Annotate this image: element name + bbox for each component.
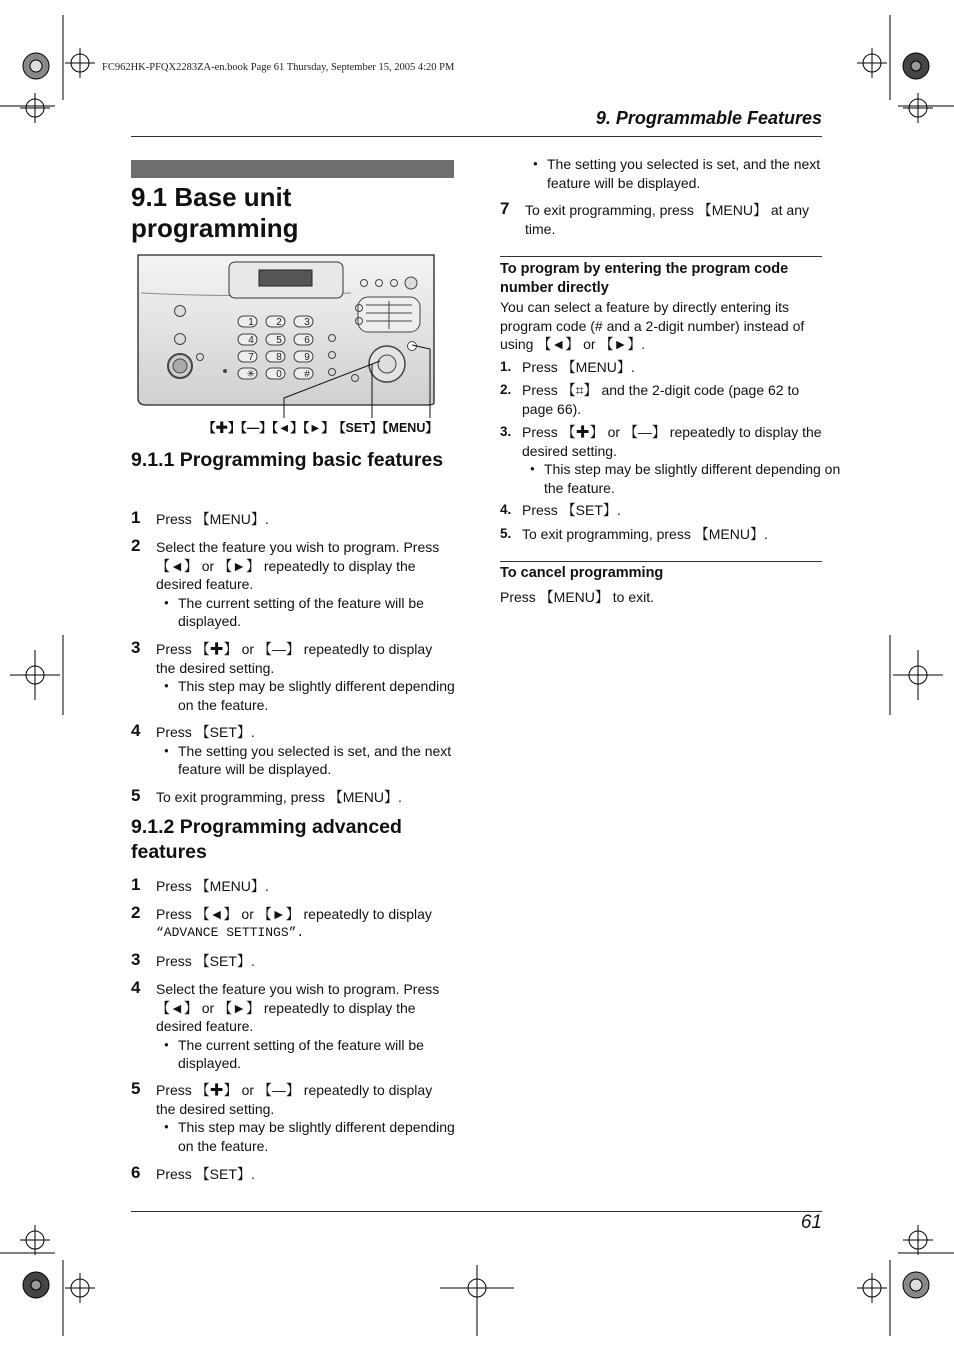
step-text: Select the feature you wish to program. Press 【◄】 or 【►】 repeatedly to display the desired feature. [156, 981, 440, 1035]
step-number: 2 [131, 903, 141, 922]
basic-step-4 [131, 723, 473, 779]
heading-bar [131, 160, 454, 178]
key-3: 3 [304, 317, 310, 328]
direct-step-3 [500, 423, 844, 497]
step-number: 4 [131, 721, 141, 740]
step-text: Press 【⌗】 and the 2-digit code (page 62 to page 66). [522, 382, 800, 417]
step-text: Press 【◄】 or 【►】 repeatedly to display [156, 906, 432, 922]
step-note: ● The current setting of the feature will be displayed. [156, 1036, 473, 1073]
step-number: 7 [500, 199, 510, 218]
step-note: ● The setting you selected is set, and the next feature will be displayed. [525, 155, 842, 192]
advanced-step-3 [131, 952, 451, 971]
step-number: 2 [131, 536, 141, 555]
key-5: 5 [276, 335, 282, 346]
step-text: Press 【✚】 or 【—】 repeatedly to display the desired setting. [522, 424, 822, 459]
direct-step-5 [500, 525, 822, 544]
step-number: 3 [131, 638, 141, 657]
direct-heading: To program by entering the program code number directly [500, 261, 789, 296]
key-4: 4 [248, 335, 254, 346]
step-note: ● This step may be slightly different depending on the feature. [156, 1118, 473, 1155]
advanced-step-6 [131, 1165, 451, 1184]
advanced-step-6-note [500, 155, 842, 192]
basic-step-3 [131, 640, 473, 714]
step-text: Press 【✚】 or 【—】 repeatedly to display the desired setting. [156, 1082, 433, 1117]
cancel-rule [500, 561, 822, 562]
key-0: 0 [276, 369, 282, 380]
cancel-text: Press 【MENU】 to exit. [500, 589, 655, 605]
advanced-step-1 [131, 877, 451, 896]
step-number: 4. [500, 502, 512, 517]
step-number: 3. [500, 424, 512, 439]
step-number: 4 [131, 978, 141, 997]
step-number: 1 [131, 508, 141, 527]
step-note: ● This step may be slightly different depending on the feature. [156, 677, 473, 714]
file-header: FC962HK-PFQX2283ZA-en.book Page 61 Thursday, September 15, 2005 4:20 PM [102, 62, 455, 73]
step-text: Press 【MENU】. [156, 511, 269, 527]
figure-label-arrows: 【✚】【—】【◄】【►】 [203, 421, 334, 435]
page-title: 9.1 Base unit programming [131, 182, 299, 243]
advanced-heading: 9.1.2 Programming advanced features [131, 816, 402, 863]
figure-label-set-menu: 【SET】【MENU】 [333, 421, 438, 435]
basic-heading: 9.1.1 Programming basic features [131, 449, 444, 471]
step-number: 5 [131, 1079, 141, 1098]
step-text: Press 【✚】 or 【—】 repeatedly to display the desired setting. [156, 641, 433, 676]
step-number: 5. [500, 526, 512, 541]
step-text: Press 【SET】. [522, 502, 621, 518]
step-number: 3 [131, 950, 141, 969]
advanced-step-7 [500, 201, 820, 238]
step-text: Press 【MENU】. [156, 878, 269, 894]
display-text: “ADVANCE SETTINGS”. [156, 924, 305, 940]
page-number: 61 [800, 1212, 822, 1233]
fax-device-figure [136, 253, 456, 438]
step-text: Press 【MENU】. [522, 359, 635, 375]
step-note: ● This step may be slightly different depending on the feature. [522, 460, 844, 497]
step-text: To exit programming, press 【MENU】. [522, 526, 768, 542]
key-6: 6 [304, 335, 310, 346]
direct-intro: You can select a feature by directly entering its program code (# and a 2-digit number) instead of using 【◄】 or 【►】. [500, 299, 805, 353]
header-rule [131, 136, 822, 137]
step-text: Press 【SET】. [156, 1166, 255, 1182]
key-9: 9 [304, 352, 310, 363]
direct-step-4 [500, 501, 822, 520]
section-title: 9. Programmable Features [595, 108, 822, 128]
step-text: Press 【SET】. [156, 724, 255, 740]
advanced-step-4 [131, 980, 473, 1073]
fax-device-illustration [136, 253, 456, 438]
key-2: 2 [276, 317, 282, 328]
step-number: 1. [500, 359, 512, 374]
basic-step-1 [131, 510, 451, 529]
step-text: Select the feature you wish to program. Press 【◄】 or 【►】 repeatedly to display the desired feature. [156, 539, 440, 593]
step-number: 2. [500, 382, 512, 397]
key-1: 1 [248, 317, 254, 328]
key-hash: # [304, 369, 310, 380]
advanced-step-5 [131, 1081, 473, 1155]
step-text: To exit programming, press 【MENU】 at any time. [525, 202, 809, 237]
footer-rule [131, 1211, 822, 1212]
step-number: 1 [131, 875, 141, 894]
step-number: 6 [131, 1163, 141, 1182]
advanced-step-2 [131, 905, 451, 942]
step-text: To exit programming, press 【MENU】. [156, 789, 402, 805]
basic-step-2 [131, 538, 473, 631]
direct-step-1 [500, 358, 822, 377]
direct-rule [500, 256, 822, 257]
key-7: 7 [248, 352, 254, 363]
step-note: ● The current setting of the feature will be displayed. [156, 594, 473, 631]
cancel-heading: To cancel programming [500, 565, 664, 581]
step-number: 5 [131, 786, 141, 805]
direct-step-2 [500, 381, 822, 418]
step-text: Press 【SET】. [156, 953, 255, 969]
step-note: ● The setting you selected is set, and the next feature will be displayed. [156, 742, 473, 779]
key-star: ✳ [246, 369, 256, 380]
basic-step-5 [131, 788, 451, 807]
key-8: 8 [276, 352, 282, 363]
